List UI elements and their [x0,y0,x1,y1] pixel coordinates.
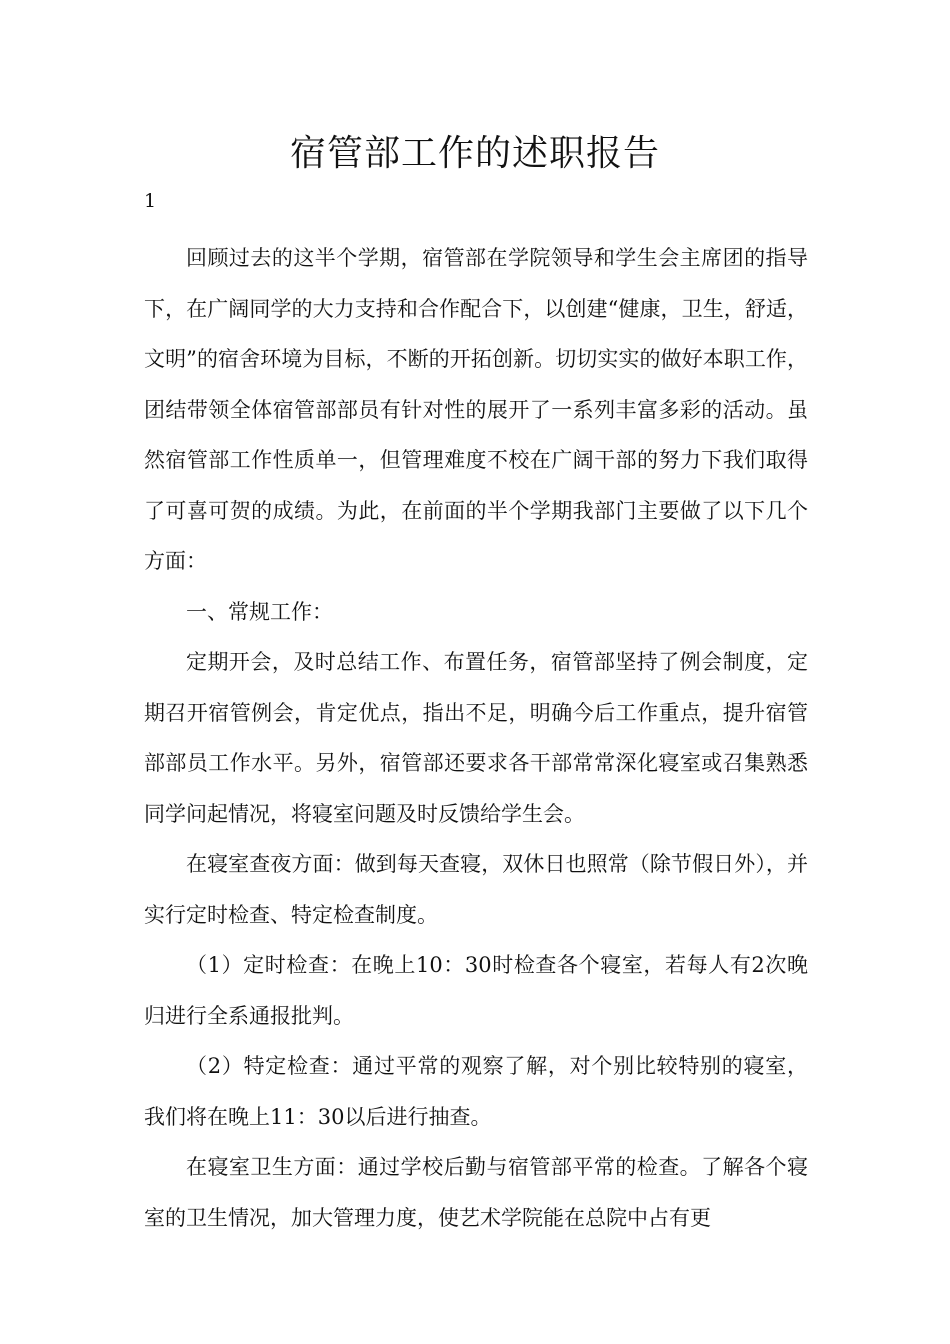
page-number: 1 [144,190,157,212]
paragraph-hygiene: 在寝室卫生方面：通过学校后勤与宿管部平常的检查。了解各个寝室的卫生情况，加大管理力度，使艺术学院能在总院中占有更 [144,1155,808,1230]
section-heading: 一、常规工作： [186,599,333,624]
document-title: 宿管部工作的述职报告 [289,133,660,174]
paragraph-timed-check: （1）定时检查：在晚上10：30时检查各个寝室，若每人有2次晚归进行全系通报批判。 [144,953,808,1028]
paragraph-special-check: （2）特定检查：通过平常的观察了解，对个别比较特别的寝室，我们将在晚上11：30以后进行抽查。 [144,1054,808,1129]
paragraph-intro: 回顾过去的这半个学期，宿管部在学院领导和学生会主席团的指导下，在广阔同学的大力支持和合作配合下，以创建“健康，卫生，舒适，文明”的宿舍环境为目标，不断的开拓创新。切切实实的做好本职工作，团结带领全体宿管部部员有针对性的展开了一系列丰富多彩的活动。虽然宿管部工作性质单一，但管理难度不校在广阔干部的努力下我们取得了可喜可贺的成绩。为此，在前面的半个学期我部门主要做了以下几个方面： [144,246,808,573]
paragraph-night-check: 在寝室查夜方面：做到每天查寝，双休日也照常（除节假日外），并实行定时检查、特定检查制度。 [144,852,808,927]
paragraph-meetings: 定期开会，及时总结工作、布置任务，宿管部坚持了例会制度，定期召开宿管例会，肯定优点，指出不足，明确今后工作重点，提升宿管部部员工作水平。另外，宿管部还要求各干部常常深化寝室或召集熟悉同学问起情况，将寝室问题及时反馈给学生会。 [144,650,808,826]
document-body [144,233,808,1243]
